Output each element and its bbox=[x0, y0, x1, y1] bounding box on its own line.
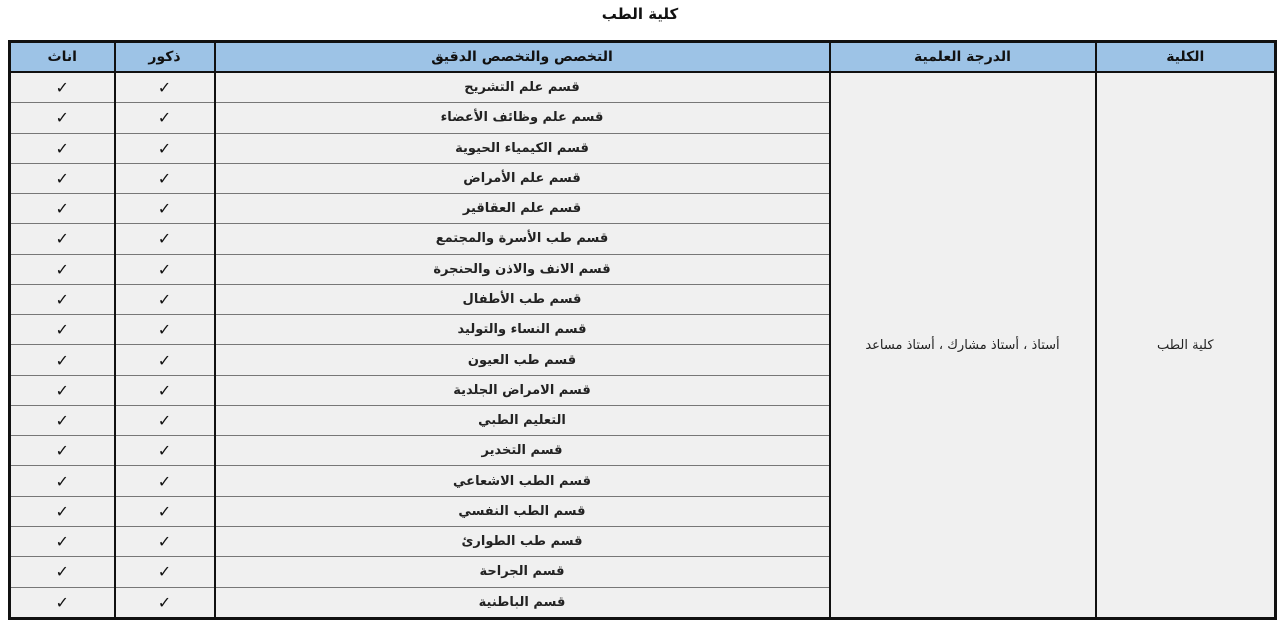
female-check-icon: ✓ bbox=[10, 284, 115, 314]
male-check-icon: ✓ bbox=[115, 527, 215, 557]
college-cell: كلية الطب bbox=[1096, 72, 1276, 619]
male-check-icon: ✓ bbox=[115, 496, 215, 526]
specialization-cell: قسم الانف والاذن والحنجرة bbox=[215, 254, 830, 284]
specialization-cell: قسم النساء والتوليد bbox=[215, 315, 830, 345]
female-check-icon: ✓ bbox=[10, 436, 115, 466]
female-check-icon: ✓ bbox=[10, 375, 115, 405]
male-check-icon: ✓ bbox=[115, 345, 215, 375]
female-check-icon: ✓ bbox=[10, 557, 115, 587]
female-check-icon: ✓ bbox=[10, 72, 115, 103]
male-check-icon: ✓ bbox=[115, 436, 215, 466]
female-check-icon: ✓ bbox=[10, 163, 115, 193]
specialization-cell: قسم الجراحة bbox=[215, 557, 830, 587]
female-check-icon: ✓ bbox=[10, 466, 115, 496]
male-check-icon: ✓ bbox=[115, 284, 215, 314]
header-female: اناث bbox=[10, 42, 115, 73]
degree-cell: أستاذ ، أستاذ مشارك ، أستاذ مساعد bbox=[830, 72, 1096, 619]
specialization-cell: قسم الطب النفسي bbox=[215, 496, 830, 526]
specialization-cell: التعليم الطبي bbox=[215, 405, 830, 435]
header-male: ذكور bbox=[115, 42, 215, 73]
specialization-cell: قسم طب الأسرة والمجتمع bbox=[215, 224, 830, 254]
specialization-cell: قسم التخدير bbox=[215, 436, 830, 466]
specialization-cell: قسم الطب الاشعاعي bbox=[215, 466, 830, 496]
male-check-icon: ✓ bbox=[115, 163, 215, 193]
male-check-icon: ✓ bbox=[115, 557, 215, 587]
male-check-icon: ✓ bbox=[115, 254, 215, 284]
female-check-icon: ✓ bbox=[10, 103, 115, 133]
specialization-cell: قسم الباطنية bbox=[215, 587, 830, 618]
page-title: كلية الطب bbox=[601, 5, 679, 23]
female-check-icon: ✓ bbox=[10, 194, 115, 224]
table-body bbox=[10, 72, 1276, 619]
specialization-cell: قسم علم التشريح bbox=[215, 72, 830, 103]
male-check-icon: ✓ bbox=[115, 72, 215, 103]
header-college: الكلية bbox=[1096, 42, 1276, 73]
header-row bbox=[10, 42, 1276, 73]
male-check-icon: ✓ bbox=[115, 103, 215, 133]
specializations-table bbox=[8, 40, 1277, 620]
specialization-cell: قسم طب الأطفال bbox=[215, 284, 830, 314]
specialization-cell: قسم علم الأمراض bbox=[215, 163, 830, 193]
specialization-cell: قسم طب الطوارئ bbox=[215, 527, 830, 557]
specialization-cell: قسم علم وظائف الأعضاء bbox=[215, 103, 830, 133]
female-check-icon: ✓ bbox=[10, 527, 115, 557]
female-check-icon: ✓ bbox=[10, 587, 115, 618]
female-check-icon: ✓ bbox=[10, 224, 115, 254]
header-specialization: التخصص والتخصص الدقيق bbox=[215, 42, 830, 73]
header-degree: الدرجة العلمية bbox=[830, 42, 1096, 73]
specialization-cell: قسم علم العقاقير bbox=[215, 194, 830, 224]
male-check-icon: ✓ bbox=[115, 224, 215, 254]
female-check-icon: ✓ bbox=[10, 345, 115, 375]
female-check-icon: ✓ bbox=[10, 254, 115, 284]
female-check-icon: ✓ bbox=[10, 496, 115, 526]
table-row bbox=[10, 72, 1276, 103]
male-check-icon: ✓ bbox=[115, 315, 215, 345]
male-check-icon: ✓ bbox=[115, 405, 215, 435]
male-check-icon: ✓ bbox=[115, 194, 215, 224]
specialization-cell: قسم طب العيون bbox=[215, 345, 830, 375]
female-check-icon: ✓ bbox=[10, 315, 115, 345]
male-check-icon: ✓ bbox=[115, 375, 215, 405]
female-check-icon: ✓ bbox=[10, 133, 115, 163]
male-check-icon: ✓ bbox=[115, 587, 215, 618]
specialization-cell: قسم الامراض الجلدية bbox=[215, 375, 830, 405]
female-check-icon: ✓ bbox=[10, 405, 115, 435]
male-check-icon: ✓ bbox=[115, 466, 215, 496]
male-check-icon: ✓ bbox=[115, 133, 215, 163]
specialization-cell: قسم الكيمياء الحيوية bbox=[215, 133, 830, 163]
